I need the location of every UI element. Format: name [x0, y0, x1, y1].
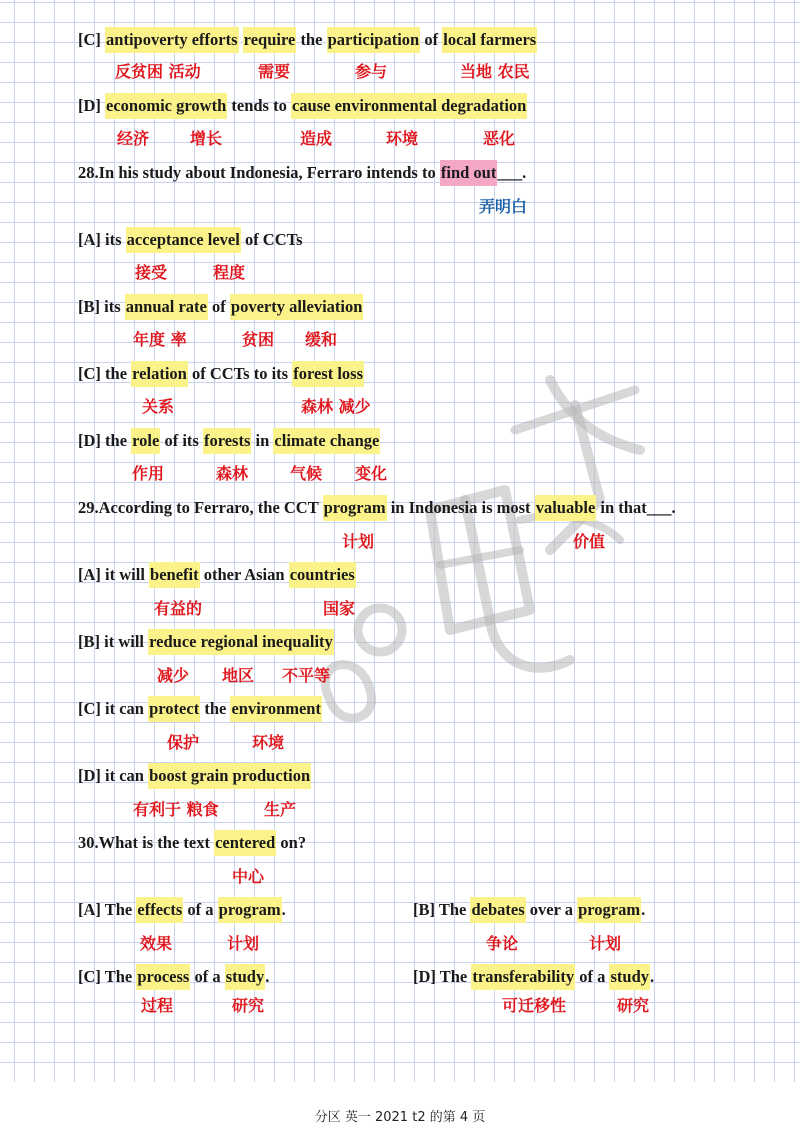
gloss: 参与 [355, 62, 388, 81]
highlight-term: antipoverty efforts [105, 27, 239, 53]
gloss: 计划 [589, 934, 622, 953]
gloss: 贫困 [242, 330, 275, 349]
gloss: 气候 [290, 464, 323, 483]
highlight-term: program [323, 495, 387, 521]
gloss: 造成 [300, 129, 333, 148]
option-29c [78, 696, 322, 722]
gloss: 环境 [252, 733, 285, 752]
gloss: 生产 [264, 800, 297, 819]
gloss: 年度 率 [133, 330, 187, 349]
highlight-term: benefit [149, 562, 200, 588]
gloss: 程度 [213, 263, 246, 282]
option-prefix: [B] it will [78, 632, 149, 651]
option-28c [78, 361, 364, 387]
plain-text: on? [276, 833, 307, 852]
gloss: 恶化 [483, 129, 516, 148]
highlight-term: reduce regional inequality [148, 629, 334, 655]
gloss: 有利于 粮食 [133, 800, 219, 819]
plain-text: of CCTs [240, 230, 303, 249]
question-stem: 28.In his study about Indonesia, Ferraro intends to [78, 163, 440, 182]
option-30d [413, 964, 654, 990]
plain-text: of [420, 30, 443, 49]
blank: in that___. [596, 498, 676, 517]
gloss: 过程 [141, 996, 174, 1015]
highlight-term: forest loss [292, 361, 364, 387]
option-29b [78, 629, 334, 655]
highlight-term: climate change [273, 428, 380, 454]
option-30c [78, 964, 269, 990]
plain-text: of a [575, 967, 610, 986]
option-29a [78, 562, 356, 588]
plain-text: in Indonesia is most [386, 498, 535, 517]
highlight-term: require [243, 27, 297, 53]
highlight-term: boost grain production [148, 763, 311, 789]
option-28a [78, 227, 303, 253]
gloss: 中心 [232, 867, 265, 886]
plain-text: . [650, 967, 655, 986]
highlight-term: forests [203, 428, 251, 454]
question-stem: 30.What is the text [78, 833, 215, 852]
plain-text: of CCTs to its [187, 364, 293, 383]
plain-text: of its [160, 431, 203, 450]
option-prefix: [C] [78, 30, 106, 49]
option-27d [78, 93, 527, 119]
option-27c [78, 27, 537, 53]
gloss: 接受 [135, 263, 168, 282]
gloss: 国家 [323, 599, 356, 618]
gloss: 作用 [132, 464, 165, 483]
gloss: 变化 [355, 464, 388, 483]
highlight-term: countries [289, 562, 356, 588]
plain-text: . [281, 900, 286, 919]
option-prefix: [C] The [78, 967, 137, 986]
highlight-term: annual rate [125, 294, 208, 320]
plain-text: of a [190, 967, 225, 986]
highlight-term: centered [214, 830, 276, 856]
highlight-term: study [225, 964, 266, 990]
highlight-term: program [218, 897, 282, 923]
highlight-term: acceptance level [126, 227, 241, 253]
option-prefix: [C] it can [78, 699, 149, 718]
highlight-term: participation [327, 27, 421, 53]
highlight-term: protect [148, 696, 200, 722]
gloss: 保护 [167, 733, 200, 752]
highlight-term: process [136, 964, 190, 990]
gloss: 计划 [342, 532, 375, 551]
gloss: 争论 [486, 934, 519, 953]
page-footer: 分区 英一 2021 t2 的第 4 页 [314, 1110, 486, 1125]
highlight-term: study [609, 964, 650, 990]
gloss: 研究 [232, 996, 265, 1015]
gloss: 反贫困 活动 [115, 62, 201, 81]
gloss: 效果 [140, 934, 173, 953]
gloss: 研究 [617, 996, 650, 1015]
gloss: 需要 [258, 62, 291, 81]
gloss: 经济 [117, 129, 150, 148]
question-stem: 29.According to Ferraro, the CCT [78, 498, 323, 517]
option-prefix: [D] the [78, 431, 132, 450]
gloss: 地区 [222, 666, 255, 685]
question-29 [78, 495, 676, 521]
option-prefix: [D] [78, 96, 106, 115]
option-30b [413, 897, 645, 923]
gloss: 当地 农民 [460, 62, 530, 81]
gloss: 弄明白 [479, 197, 528, 216]
option-prefix: [C] the [78, 364, 132, 383]
plain-text: over a [525, 900, 578, 919]
option-30a [78, 897, 286, 923]
gloss: 有益的 [154, 599, 203, 618]
gloss: 森林 [216, 464, 249, 483]
gloss: 价值 [573, 532, 606, 551]
option-29d [78, 763, 311, 789]
gloss: 缓和 [305, 330, 338, 349]
plain-text: . [641, 900, 646, 919]
plain-text: the [296, 30, 327, 49]
gloss: 可迁移性 [502, 996, 567, 1015]
gloss: 减少 [157, 666, 190, 685]
highlight-term: program [577, 897, 641, 923]
option-prefix: [D] The [413, 967, 472, 986]
gloss: 环境 [386, 129, 419, 148]
highlight-term: valuable [535, 495, 597, 521]
option-28d [78, 428, 380, 454]
key-term: find out [440, 160, 497, 186]
highlight-term: relation [131, 361, 188, 387]
gloss: 不平等 [282, 666, 331, 685]
highlight-term: local farmers [442, 27, 537, 53]
plain-text: tends to [227, 96, 291, 115]
option-28b [78, 294, 363, 320]
question-28 [78, 160, 526, 186]
highlight-term: economic growth [105, 93, 227, 119]
plain-text: in [251, 431, 274, 450]
highlight-term: environment [230, 696, 322, 722]
option-prefix: [B] its [78, 297, 125, 316]
option-prefix: [A] its [78, 230, 126, 249]
plain-text: other Asian [199, 565, 289, 584]
highlight-term: role [131, 428, 160, 454]
option-prefix: [B] The [413, 900, 471, 919]
option-prefix: [D] it can [78, 766, 149, 785]
gloss: 森林 减少 [301, 397, 371, 416]
highlight-term: effects [136, 897, 183, 923]
question-30 [78, 830, 306, 856]
plain-text: of [207, 297, 230, 316]
gloss: 增长 [190, 129, 223, 148]
gloss: 计划 [227, 934, 260, 953]
highlight-term: transferability [471, 964, 575, 990]
blank: ___. [497, 163, 527, 182]
plain-text: . [265, 967, 270, 986]
highlight-term: debates [470, 897, 525, 923]
option-prefix: [A] it will [78, 565, 150, 584]
highlight-term: poverty alleviation [230, 294, 364, 320]
plain-text: of a [183, 900, 218, 919]
highlight-term: cause environmental degradation [291, 93, 527, 119]
gloss: 关系 [142, 397, 175, 416]
option-prefix: [A] The [78, 900, 137, 919]
plain-text: the [200, 699, 231, 718]
